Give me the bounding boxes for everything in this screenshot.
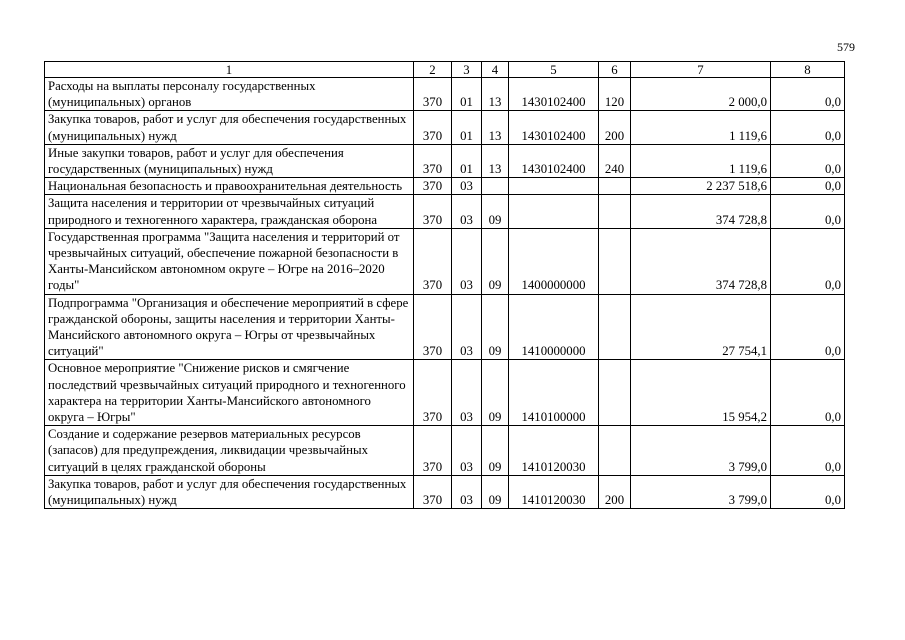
row-cell-2: 370 xyxy=(414,475,452,508)
row-cell-7: 15 954,2 xyxy=(631,360,771,426)
table-row xyxy=(45,426,845,476)
row-cell-2: 370 xyxy=(414,144,452,177)
row-cell-8: 0,0 xyxy=(771,178,845,195)
row-cell-3: 03 xyxy=(452,178,482,195)
row-cell-7: 3 799,0 xyxy=(631,426,771,476)
row-cell-8: 0,0 xyxy=(771,228,845,294)
row-cell-5: 1400000000 xyxy=(509,228,599,294)
row-name-cell: Создание и содержание резервов материальных ресурсов (запасов) для предупреждения, ликвидации чрезвычайных ситуаций в целях гражданской обороны xyxy=(45,426,414,476)
row-cell-4: 13 xyxy=(482,78,509,111)
row-cell-4: 09 xyxy=(482,195,509,228)
row-name-cell: Иные закупки товаров, работ и услуг для обеспечения государственных (муниципальных) нужд xyxy=(45,144,414,177)
header-row xyxy=(45,62,845,78)
row-cell-5 xyxy=(509,178,599,195)
row-name-cell: Подпрограмма "Организация и обеспечение мероприятий в сфере гражданской обороны, защиты населения и территории Ханты-Мансийского автономного округа – Югры от чрезвычайных ситуаций" xyxy=(45,294,414,360)
column-header: 8 xyxy=(771,62,845,78)
row-cell-7: 2 000,0 xyxy=(631,78,771,111)
row-cell-5: 1430102400 xyxy=(509,111,599,144)
row-cell-3: 03 xyxy=(452,294,482,360)
row-cell-5 xyxy=(509,195,599,228)
row-cell-4: 13 xyxy=(482,144,509,177)
row-cell-2: 370 xyxy=(414,195,452,228)
row-cell-4: 09 xyxy=(482,360,509,426)
column-header: 1 xyxy=(45,62,414,78)
row-cell-5: 1410120030 xyxy=(509,426,599,476)
row-cell-2: 370 xyxy=(414,78,452,111)
row-cell-2: 370 xyxy=(414,294,452,360)
row-cell-8: 0,0 xyxy=(771,195,845,228)
row-cell-7: 1 119,6 xyxy=(631,144,771,177)
column-header: 3 xyxy=(452,62,482,78)
row-cell-5: 1430102400 xyxy=(509,78,599,111)
row-cell-4: 13 xyxy=(482,111,509,144)
row-cell-8: 0,0 xyxy=(771,475,845,508)
column-header: 7 xyxy=(631,62,771,78)
row-cell-3: 03 xyxy=(452,426,482,476)
row-cell-7: 374 728,8 xyxy=(631,228,771,294)
row-name-cell: Государственная программа "Защита населения и территорий от чрезвычайных ситуаций, обеспечение пожарной безопасности в Ханты-Мансийском автономном округе – Югре на 2016–2020 годы" xyxy=(45,228,414,294)
row-cell-6 xyxy=(599,195,631,228)
table-row xyxy=(45,111,845,144)
row-cell-7: 3 799,0 xyxy=(631,475,771,508)
row-cell-2: 370 xyxy=(414,111,452,144)
row-cell-6: 200 xyxy=(599,475,631,508)
row-cell-6: 120 xyxy=(599,78,631,111)
column-header: 4 xyxy=(482,62,509,78)
table-row xyxy=(45,144,845,177)
row-cell-6 xyxy=(599,360,631,426)
row-cell-7: 2 237 518,6 xyxy=(631,178,771,195)
row-name-cell: Расходы на выплаты персоналу государственных (муниципальных) органов xyxy=(45,78,414,111)
page-number: 579 xyxy=(837,40,855,54)
row-cell-2: 370 xyxy=(414,228,452,294)
row-cell-3: 03 xyxy=(452,195,482,228)
row-cell-3: 01 xyxy=(452,111,482,144)
row-cell-8: 0,0 xyxy=(771,360,845,426)
row-cell-5: 1410000000 xyxy=(509,294,599,360)
table-row xyxy=(45,294,845,360)
table-row xyxy=(45,78,845,111)
row-cell-4: 09 xyxy=(482,426,509,476)
row-cell-4: 09 xyxy=(482,475,509,508)
row-cell-4: 09 xyxy=(482,294,509,360)
row-cell-4 xyxy=(482,178,509,195)
row-cell-2: 370 xyxy=(414,426,452,476)
column-header: 2 xyxy=(414,62,452,78)
row-name-cell: Закупка товаров, работ и услуг для обеспечения государственных (муниципальных) нужд xyxy=(45,475,414,508)
row-cell-8: 0,0 xyxy=(771,111,845,144)
row-cell-6 xyxy=(599,228,631,294)
row-cell-8: 0,0 xyxy=(771,294,845,360)
row-cell-4: 09 xyxy=(482,228,509,294)
row-cell-3: 03 xyxy=(452,360,482,426)
row-cell-2: 370 xyxy=(414,360,452,426)
row-cell-7: 374 728,8 xyxy=(631,195,771,228)
row-cell-5: 1410100000 xyxy=(509,360,599,426)
row-cell-2: 370 xyxy=(414,178,452,195)
row-cell-5: 1410120030 xyxy=(509,475,599,508)
table-row xyxy=(45,360,845,426)
table-row xyxy=(45,195,845,228)
table-row xyxy=(45,228,845,294)
column-header: 5 xyxy=(509,62,599,78)
row-name-cell: Закупка товаров, работ и услуг для обеспечения государственных (муниципальных) нужд xyxy=(45,111,414,144)
row-cell-3: 01 xyxy=(452,144,482,177)
row-cell-6: 200 xyxy=(599,111,631,144)
row-cell-3: 01 xyxy=(452,78,482,111)
row-cell-6 xyxy=(599,178,631,195)
row-cell-8: 0,0 xyxy=(771,78,845,111)
column-header: 6 xyxy=(599,62,631,78)
row-cell-8: 0,0 xyxy=(771,426,845,476)
row-cell-3: 03 xyxy=(452,228,482,294)
row-cell-7: 27 754,1 xyxy=(631,294,771,360)
row-cell-5: 1430102400 xyxy=(509,144,599,177)
table-row xyxy=(45,178,845,195)
row-name-cell: Защита населения и территории от чрезвычайных ситуаций природного и техногенного характера, гражданская оборона xyxy=(45,195,414,228)
row-cell-6: 240 xyxy=(599,144,631,177)
table-row xyxy=(45,475,845,508)
row-cell-6 xyxy=(599,294,631,360)
row-cell-3: 03 xyxy=(452,475,482,508)
row-cell-8: 0,0 xyxy=(771,144,845,177)
row-name-cell: Национальная безопасность и правоохранительная деятельность xyxy=(45,178,414,195)
row-cell-6 xyxy=(599,426,631,476)
budget-table xyxy=(44,61,845,509)
row-cell-7: 1 119,6 xyxy=(631,111,771,144)
row-name-cell: Основное мероприятие "Снижение рисков и смягчение последствий чрезвычайных ситуаций природного и техногенного характера на территории Ханты-Мансийского автономного округа – Югры" xyxy=(45,360,414,426)
